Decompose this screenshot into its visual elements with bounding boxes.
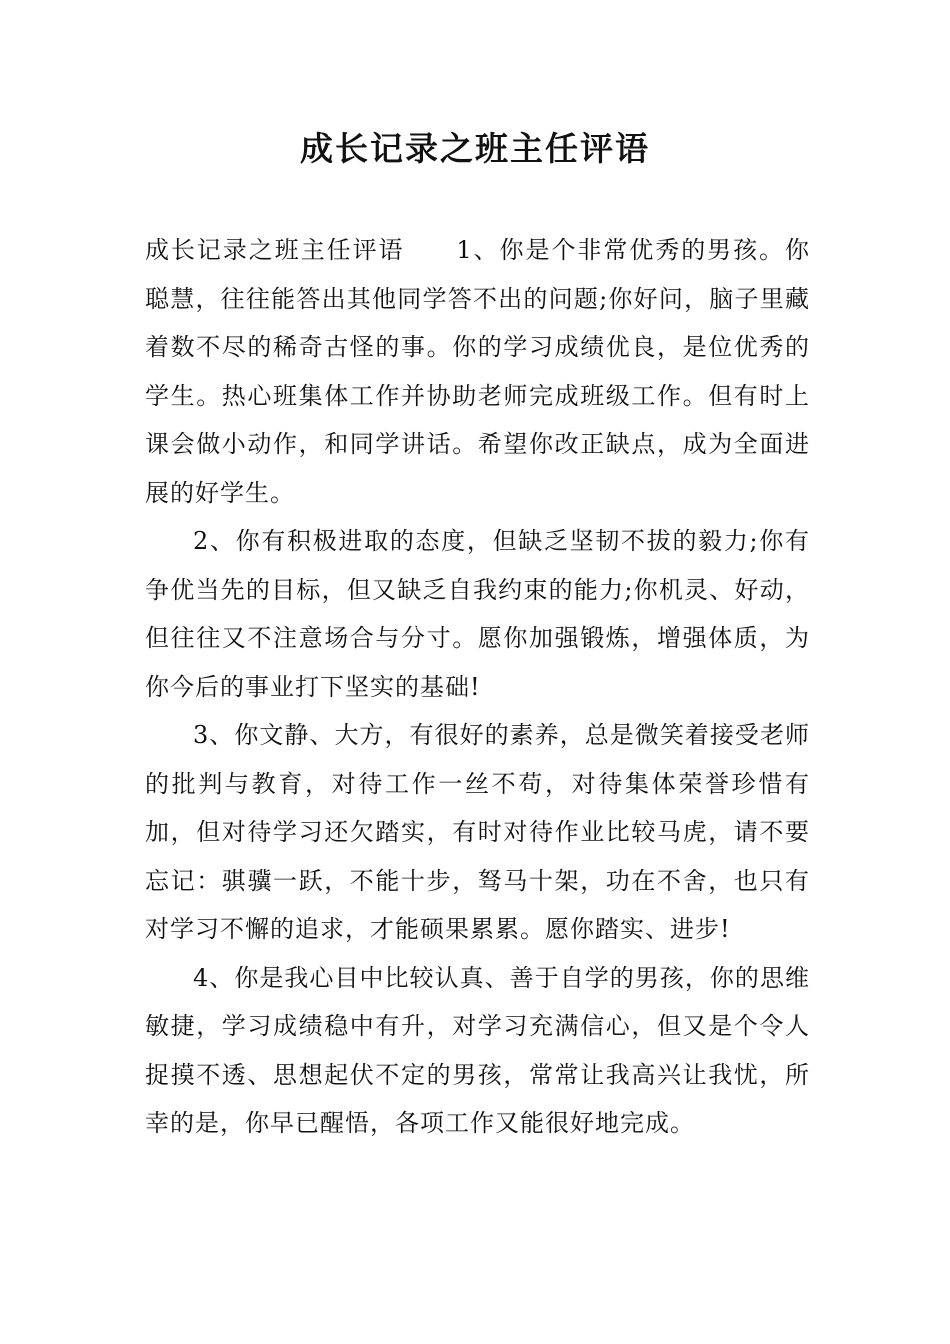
paragraph-4: 4、你是我心目中比较认真、善于自学的男孩，你的思维敏捷，学习成绩稳中有升，对学习充满信心，但又是个令人捉摸不透、思想起伏不定的男孩，常常让我高兴让我忧，所幸的是，你早已醒悟，各项工作又能很好地完成。	[145, 963, 810, 1137]
paragraph-2: 2、你有积极进取的态度，但缺乏坚韧不拔的毅力;你有争优当先的目标，但又缺乏自我约束的能力;你机灵、好动，但往往又不注意场合与分寸。愿你加强锻炼，增强体质，为你今后的事业打下坚实的基础!	[145, 527, 810, 701]
paragraph-1: 成长记录之班主任评语 1、你是个非常优秀的男孩。你聪慧，往往能答出其他同学答不出的问题;你好问，脑子里藏着数不尽的稀奇古怪的事。你的学习成绩优良，是位优秀的学生。热心班集体工作并协助老师完成班级工作。但有时上课会做小动作，和同学讲话。希望你改正缺点，成为全面进展的好学生。	[145, 236, 810, 507]
paragraph-3: 3、你文静、大方，有很好的素养，总是微笑着接受老师的批判与教育，对待工作一丝不苟，对待集体荣誉珍惜有加，但对待学习还欠踏实，有时对待作业比较马虎，请不要忘记：骐骥一跃，不能十步，驽马十架，功在不舍，也只有对学习不懈的追求，才能硕果累累。愿你踏实、进步!	[145, 721, 810, 943]
document-title: 成长记录之班主任评语	[300, 129, 650, 168]
document-body	[145, 226, 810, 1148]
